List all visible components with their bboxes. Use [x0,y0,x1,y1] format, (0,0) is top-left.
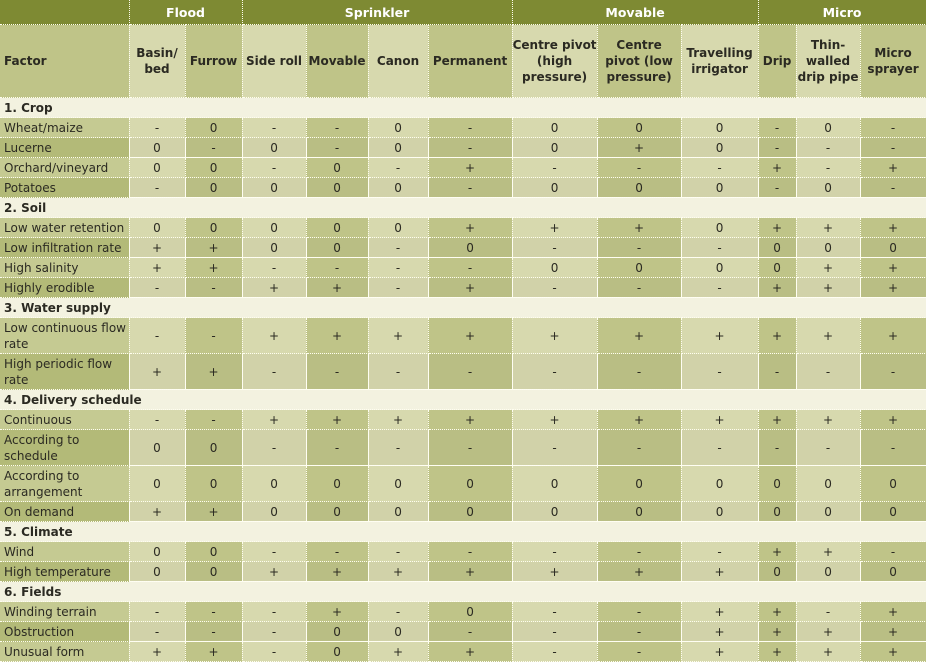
rating-cell: - [796,158,860,178]
section-row [0,198,926,218]
rating-cell: + [758,410,796,430]
rating-cell: + [796,218,860,238]
section-row [0,582,926,602]
rating-cell: 0 [796,178,860,198]
rating-cell: - [428,118,512,138]
rating-cell: - [368,238,428,258]
rating-cell: + [681,318,758,354]
rating-cell: + [428,410,512,430]
rating-cell: - [428,178,512,198]
rating-cell: 0 [368,502,428,522]
rating-cell: 0 [242,466,306,502]
group-header-sprinkler: Sprinkler [242,0,512,25]
rating-cell: + [428,642,512,662]
table-row [0,118,926,138]
factor-cell: Low water retention [0,218,129,238]
rating-cell: - [681,238,758,258]
rating-cell: - [796,138,860,158]
rating-cell: - [428,622,512,642]
column-header-row [0,25,926,98]
rating-cell: - [681,278,758,298]
table-row [0,642,926,662]
factor-cell: Potatoes [0,178,129,198]
rating-cell: 0 [368,178,428,198]
column-header: Furrow [185,25,242,98]
rating-cell: + [242,278,306,298]
rating-cell: - [512,354,597,390]
rating-cell: - [512,542,597,562]
rating-cell: - [597,602,681,622]
rating-cell: + [306,410,368,430]
rating-cell: 0 [758,238,796,258]
factor-cell: Wind [0,542,129,562]
rating-cell: + [368,410,428,430]
rating-cell: + [796,410,860,430]
rating-cell: + [428,562,512,582]
rating-cell: - [758,118,796,138]
rating-cell: + [860,278,926,298]
rating-cell: 0 [306,622,368,642]
rating-cell: - [306,354,368,390]
rating-cell: + [242,410,306,430]
rating-cell: 0 [597,466,681,502]
rating-cell: - [796,602,860,622]
rating-cell: - [681,158,758,178]
table-row [0,138,926,158]
rating-cell: 0 [597,258,681,278]
factor-cell: Orchard/vineyard [0,158,129,178]
rating-cell: + [306,602,368,622]
rating-cell: 0 [242,138,306,158]
rating-cell: + [860,218,926,238]
rating-cell: - [597,158,681,178]
column-header: Drip [758,25,796,98]
table-row [0,318,926,354]
rating-cell: - [129,318,185,354]
factor-cell: According to arrangement [0,466,129,502]
rating-cell: + [597,318,681,354]
rating-cell: - [512,278,597,298]
section-title: 3. Water supply [0,298,926,318]
rating-cell: 0 [860,562,926,582]
rating-cell: - [860,542,926,562]
rating-cell: - [758,178,796,198]
rating-cell: 0 [129,466,185,502]
section-title: 6. Fields [0,582,926,602]
rating-cell: + [796,542,860,562]
column-header: Permanent [428,25,512,98]
rating-cell: 0 [681,466,758,502]
rating-cell: - [597,542,681,562]
table-row [0,278,926,298]
rating-cell: + [860,642,926,662]
rating-cell: - [185,602,242,622]
rating-cell: 0 [512,138,597,158]
column-header: Basin/ bed [129,25,185,98]
rating-cell: 0 [512,178,597,198]
rating-cell: - [796,354,860,390]
table-row [0,430,926,466]
rating-cell: + [428,318,512,354]
rating-cell: + [758,218,796,238]
group-header-micro: Micro [758,0,926,25]
rating-cell: - [185,138,242,158]
rating-cell: 0 [306,218,368,238]
rating-cell: - [306,118,368,138]
table-body [0,98,926,662]
factor-cell: Obstruction [0,622,129,642]
rating-cell: - [306,138,368,158]
rating-cell: + [758,602,796,622]
rating-cell: - [428,354,512,390]
rating-cell: - [368,354,428,390]
rating-cell: - [860,138,926,158]
factor-cell: High temperature [0,562,129,582]
rating-cell: 0 [242,238,306,258]
column-header: Centre pivot (high pressure) [512,25,597,98]
rating-cell: - [758,430,796,466]
rating-cell: + [758,278,796,298]
rating-cell: - [512,238,597,258]
table-row [0,410,926,430]
column-header: Movable [306,25,368,98]
factor-cell: Lucerne [0,138,129,158]
rating-cell: 0 [597,502,681,522]
rating-cell: - [306,258,368,278]
rating-cell: + [242,562,306,582]
factor-cell: Low infiltration rate [0,238,129,258]
rating-cell: 0 [681,118,758,138]
rating-cell: - [428,138,512,158]
rating-cell: + [129,354,185,390]
table-row [0,218,926,238]
rating-cell: + [368,562,428,582]
rating-cell: - [758,354,796,390]
section-row [0,522,926,542]
column-header: Centre pivot (low pressure) [597,25,681,98]
column-header: Micro sprayer [860,25,926,98]
rating-cell: - [242,118,306,138]
table-row [0,602,926,622]
rating-cell: 0 [368,466,428,502]
rating-cell: - [512,430,597,466]
rating-cell: 0 [368,622,428,642]
rating-cell: - [428,258,512,278]
rating-cell: 0 [860,502,926,522]
rating-cell: 0 [368,118,428,138]
rating-cell: 0 [681,502,758,522]
group-header-row [0,0,926,25]
rating-cell: + [758,642,796,662]
rating-cell: - [368,278,428,298]
section-row [0,390,926,410]
rating-cell: - [185,278,242,298]
rating-cell: + [428,218,512,238]
rating-cell: - [242,258,306,278]
rating-cell: - [242,622,306,642]
rating-cell: - [860,118,926,138]
rating-cell: + [185,354,242,390]
rating-cell: - [242,642,306,662]
rating-cell: - [681,354,758,390]
rating-cell: - [185,318,242,354]
rating-cell: + [758,318,796,354]
section-title: 2. Soil [0,198,926,218]
factor-cell: Highly erodible [0,278,129,298]
rating-cell: 0 [185,466,242,502]
section-title: 5. Climate [0,522,926,542]
rating-cell: - [597,642,681,662]
rating-cell: - [129,178,185,198]
rating-cell: + [428,158,512,178]
rating-cell: - [597,278,681,298]
rating-cell: - [242,158,306,178]
rating-cell: 0 [681,218,758,238]
rating-cell: - [860,354,926,390]
rating-cell: 0 [512,258,597,278]
rating-cell: 0 [796,238,860,258]
rating-cell: + [758,622,796,642]
rating-cell: - [368,158,428,178]
rating-cell: + [129,258,185,278]
rating-cell: + [860,258,926,278]
rating-cell: + [597,138,681,158]
rating-cell: - [306,542,368,562]
rating-cell: 0 [185,562,242,582]
rating-cell: 0 [242,218,306,238]
rating-cell: + [758,542,796,562]
column-header: Side roll [242,25,306,98]
rating-cell: 0 [758,562,796,582]
rating-cell: + [681,602,758,622]
rating-cell: 0 [368,218,428,238]
rating-cell: - [368,602,428,622]
rating-cell: 0 [512,466,597,502]
factor-cell: High periodic flow rate [0,354,129,390]
table-row [0,542,926,562]
rating-cell: - [796,430,860,466]
table-row [0,622,926,642]
column-header: Canon [368,25,428,98]
rating-cell: + [860,158,926,178]
factor-cell: Continuous [0,410,129,430]
group-header-flood: Flood [129,0,242,25]
factor-cell: Winding terrain [0,602,129,622]
rating-cell: 0 [306,158,368,178]
rating-cell: 0 [796,118,860,138]
rating-cell: + [306,562,368,582]
table-row [0,562,926,582]
rating-cell: 0 [185,118,242,138]
rating-cell: 0 [306,238,368,258]
table-row [0,502,926,522]
rating-cell: - [368,542,428,562]
rating-cell: + [860,622,926,642]
rating-cell: 0 [242,502,306,522]
rating-cell: 0 [129,542,185,562]
factor-cell: Unusual form [0,642,129,662]
group-header-blank [0,0,129,25]
rating-cell: 0 [758,502,796,522]
table-row [0,466,926,502]
rating-cell: - [129,410,185,430]
factor-cell: Wheat/maize [0,118,129,138]
rating-cell: 0 [306,502,368,522]
section-title: 1. Crop [0,98,926,118]
rating-cell: + [512,562,597,582]
rating-cell: - [129,278,185,298]
rating-cell: - [129,622,185,642]
rating-cell: 0 [129,158,185,178]
section-title: 4. Delivery schedule [0,390,926,410]
rating-cell: - [242,430,306,466]
rating-cell: 0 [796,562,860,582]
table-row [0,158,926,178]
column-header-factor: Factor [0,25,129,98]
rating-cell: - [512,622,597,642]
rating-cell: - [185,622,242,642]
rating-cell: + [681,562,758,582]
rating-cell: 0 [758,466,796,502]
rating-cell: + [796,258,860,278]
rating-cell: 0 [185,178,242,198]
rating-cell: 0 [860,238,926,258]
rating-cell: 0 [185,430,242,466]
rating-cell: 0 [512,502,597,522]
rating-cell: 0 [129,218,185,238]
rating-cell: + [129,238,185,258]
table-row [0,178,926,198]
rating-cell: 0 [428,602,512,622]
rating-cell: 0 [681,258,758,278]
rating-cell: 0 [129,430,185,466]
rating-cell: - [242,602,306,622]
rating-cell: + [368,642,428,662]
rating-cell: 0 [597,118,681,138]
rating-cell: - [512,602,597,622]
rating-cell: + [306,278,368,298]
rating-cell: - [428,542,512,562]
rating-cell: + [428,278,512,298]
table-row [0,354,926,390]
rating-cell: 0 [796,502,860,522]
rating-cell: 0 [185,158,242,178]
rating-cell: 0 [129,138,185,158]
factor-cell: According to schedule [0,430,129,466]
section-row [0,98,926,118]
factor-cell: High salinity [0,258,129,278]
rating-cell: 0 [597,178,681,198]
rating-cell: + [597,218,681,238]
table-row [0,258,926,278]
rating-cell: 0 [796,466,860,502]
rating-cell: + [796,622,860,642]
rating-cell: + [242,318,306,354]
rating-cell: + [185,258,242,278]
rating-cell: 0 [185,218,242,238]
rating-cell: + [681,410,758,430]
table-row [0,238,926,258]
rating-cell: + [860,410,926,430]
rating-cell: - [597,238,681,258]
rating-cell: 0 [681,178,758,198]
rating-cell: - [185,410,242,430]
rating-cell: + [512,410,597,430]
rating-cell: 0 [428,502,512,522]
column-header: Travelling irrigator [681,25,758,98]
rating-cell: - [597,354,681,390]
rating-cell: - [242,542,306,562]
rating-cell: + [758,158,796,178]
rating-cell: + [306,318,368,354]
column-header: Thin-walled drip pipe [796,25,860,98]
rating-cell: - [242,354,306,390]
rating-cell: + [185,642,242,662]
rating-cell: - [681,430,758,466]
rating-cell: - [129,602,185,622]
rating-cell: - [860,178,926,198]
rating-cell: - [428,430,512,466]
rating-cell: + [129,642,185,662]
rating-cell: 0 [368,138,428,158]
rating-cell: 0 [306,642,368,662]
rating-cell: + [681,622,758,642]
rating-cell: + [796,278,860,298]
rating-cell: 0 [306,178,368,198]
rating-cell: 0 [428,466,512,502]
rating-cell: + [512,318,597,354]
rating-cell: - [860,430,926,466]
rating-cell: + [681,642,758,662]
rating-cell: 0 [512,118,597,138]
rating-cell: 0 [242,178,306,198]
rating-cell: 0 [185,542,242,562]
rating-cell: + [597,410,681,430]
factor-cell: Low continuous flow rate [0,318,129,354]
rating-cell: + [860,318,926,354]
rating-cell: + [185,238,242,258]
rating-cell: - [129,118,185,138]
rating-cell: - [512,642,597,662]
rating-cell: + [860,602,926,622]
rating-cell: - [681,542,758,562]
section-row [0,298,926,318]
rating-cell: + [368,318,428,354]
rating-cell: - [512,158,597,178]
rating-cell: 0 [306,466,368,502]
rating-cell: + [796,318,860,354]
rating-cell: - [368,430,428,466]
rating-cell: 0 [681,138,758,158]
factor-cell: On demand [0,502,129,522]
rating-cell: + [597,562,681,582]
group-header-movable: Movable [512,0,758,25]
rating-cell: - [597,622,681,642]
rating-cell: 0 [860,466,926,502]
rating-cell: + [512,218,597,238]
rating-cell: - [306,430,368,466]
rating-cell: 0 [758,258,796,278]
rating-cell: + [796,642,860,662]
rating-cell: + [129,502,185,522]
rating-cell: - [758,138,796,158]
rating-cell: + [185,502,242,522]
rating-cell: 0 [428,238,512,258]
rating-cell: - [597,430,681,466]
rating-cell: 0 [129,562,185,582]
rating-cell: - [368,258,428,278]
